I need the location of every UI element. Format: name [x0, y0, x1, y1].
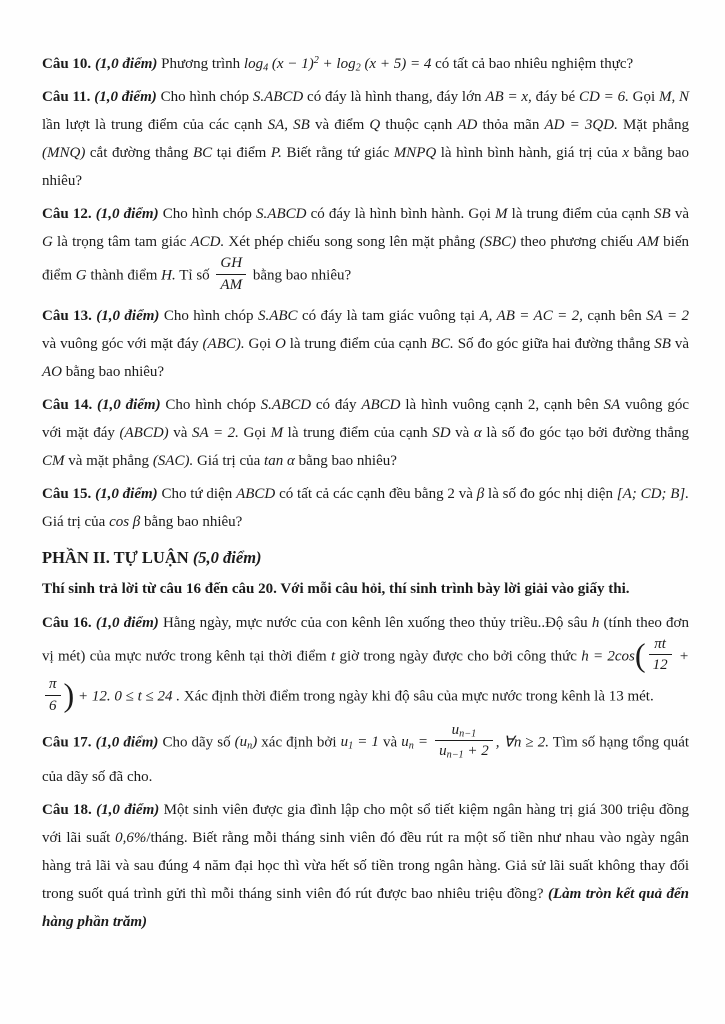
text-run: cạnh bên — [582, 307, 647, 324]
text-run: (tính theo đơn vị mét) của mực nước trong kênh tại thời điểm — [42, 614, 689, 665]
paragraph-cau-14 — [42, 391, 689, 475]
question-label: Câu 10. — [42, 56, 95, 72]
math-run: x — [622, 145, 630, 161]
text-run: Một sinh viên được gia đình lập cho một sổ tiết kiệm ngân hàng trị giá 300 triệu đồng với lãi suất — [42, 802, 689, 846]
math-run: h — [591, 614, 600, 631]
text-run: thỏa mãn — [477, 117, 545, 133]
text-run: Tỉ số — [175, 267, 214, 284]
question-label: Câu 11. — [42, 89, 95, 105]
text-run: Cho tứ diện — [161, 485, 237, 502]
text-run: Phương trình — [161, 56, 244, 72]
fraction-numerator: $u_{n-1}$ — [435, 721, 493, 742]
math-run: α — [473, 424, 482, 441]
text-run: Gọi — [238, 424, 271, 441]
math-run: MNPQ — [393, 145, 437, 161]
text-run: Xét phép chiếu song song lên mặt phẳng — [224, 234, 480, 250]
text-run: và điểm — [309, 117, 370, 133]
points-label: (1,0 điểm) — [96, 307, 164, 324]
math-run: BC. — [430, 335, 454, 352]
text-run: và — [168, 424, 192, 441]
text-run: vuông góc với mặt đáy — [42, 396, 689, 441]
math-run: ACD. — [190, 234, 225, 250]
math-run: h = 2cos — [581, 648, 635, 665]
text-run: biến điểm — [42, 234, 690, 284]
fraction-numerator: π — [45, 675, 61, 696]
question-label: Câu 13. — [42, 307, 97, 324]
math-run: M, N — [658, 89, 690, 105]
math-run: M — [495, 206, 508, 222]
math-run: β — [476, 485, 485, 502]
math-run: $u_n$ = — [401, 734, 433, 752]
exam-content — [42, 50, 689, 936]
text-run: bằng bao nhiêu? — [140, 513, 243, 530]
math-run: SB — [654, 206, 671, 222]
text-run: thành điểm — [86, 267, 162, 284]
math-run: S.ABC — [257, 307, 298, 324]
paragraph-cau-18 — [42, 796, 689, 936]
math-run: G — [75, 267, 87, 284]
text-run: Số đo góc giữa hai đường thẳng — [453, 335, 655, 352]
text-run: Biết rằng tứ giác — [281, 145, 394, 161]
fraction — [435, 721, 493, 762]
math-run: ABCD — [361, 396, 401, 413]
question-label: Câu 12. — [42, 206, 96, 222]
text-run: Cho hình chóp — [160, 89, 253, 105]
points-label: (1,0 điểm) — [95, 734, 163, 751]
math-run: SB — [654, 335, 671, 352]
fraction — [45, 675, 61, 716]
fraction-denominator: 12 — [652, 657, 668, 674]
text-run: thuộc cạnh — [380, 117, 458, 133]
math-run: SA, SB — [267, 117, 310, 133]
math-run: M — [270, 424, 284, 441]
math-run: CD = 6. — [579, 89, 629, 105]
math-run: + — [674, 648, 690, 665]
text-run: là hình vuông cạnh 2, cạnh bên — [400, 396, 604, 413]
text-run: là trung điểm của cạnh — [507, 206, 655, 222]
math-run: CM — [42, 452, 65, 469]
question-label: Câu 17. — [42, 734, 96, 751]
text-run: Cho dãy số — [162, 734, 235, 751]
math-run: ABCD — [236, 485, 276, 502]
paragraph-cau-12 — [42, 200, 689, 297]
math-run: SA — [603, 396, 621, 413]
text-run: lần lượt là trung điểm của các cạnh — [42, 117, 268, 133]
text-run: xác định bởi — [257, 734, 341, 751]
points-label: (Làm tròn kết quả đến hàng phần trăm) — [42, 886, 689, 930]
math-run: SD — [432, 424, 451, 441]
question-label: Câu 14. — [42, 396, 98, 413]
math-run: AB = x, — [485, 89, 532, 105]
math-run: (SBC) — [479, 234, 517, 250]
points-label: (1,0 điểm) — [94, 56, 162, 72]
text-run: Cho hình chóp — [165, 396, 261, 413]
math-run: $\log_4 (x - 1)^2 + \log_2 (x + 5) = 4$ — [243, 54, 432, 74]
text-run: là hình bình hành, giá trị của — [436, 145, 623, 161]
text-run: giờ trong ngày được cho bởi công thức — [335, 648, 582, 665]
text-run: và vuông góc với mặt đáy — [42, 335, 203, 352]
fraction-denominator: 6 — [49, 697, 57, 714]
text-run: bằng bao nhiêu? — [294, 452, 397, 469]
math-run: SA = 2 — [646, 307, 690, 324]
text-run: bằng bao nhiêu? — [249, 267, 352, 284]
math-run: $u_1 = 1$ — [340, 734, 379, 752]
fraction — [216, 254, 246, 295]
paragraph-cau-11 — [42, 83, 689, 195]
math-run: O — [274, 335, 286, 352]
math-run: AD = 3QD. — [544, 117, 618, 133]
math-run: + 12. 0 ≤ t ≤ 24 . — [74, 688, 181, 705]
text-run: là trung điểm của cạnh — [285, 335, 431, 352]
text-run: Tìm số hạng tổng quát của dãy số đã cho. — [42, 734, 690, 785]
text-run: là số đo góc tạo bởi đường thẳng — [481, 424, 690, 441]
math-run: SA = 2. — [191, 424, 239, 441]
math-run: Q — [369, 117, 381, 133]
paragraph-instruction-note — [42, 575, 689, 603]
text-run: có tất cả bao nhiêu nghiệm thực? — [431, 56, 634, 72]
math-run: (ABC). — [202, 335, 245, 352]
text-run: theo phương chiếu — [516, 234, 638, 250]
text-run: có tất cả các cạnh đều bằng 2 và — [275, 485, 477, 502]
paragraph-cau-16 — [42, 609, 689, 718]
paragraph-cau-10 — [42, 50, 689, 78]
text-run: Giá trị của — [193, 452, 265, 469]
text-run: và — [670, 206, 689, 222]
text-run: Gọi — [244, 335, 275, 352]
points-label: (1,0 điểm) — [94, 89, 161, 105]
text-run: có đáy là hình bình hành. Gọi — [306, 206, 496, 222]
math-run: (ABCD) — [119, 424, 169, 441]
paragraph-phan-ii-heading — [42, 544, 689, 572]
math-run: (SAC). — [152, 452, 194, 469]
text-run: Giá trị của — [42, 513, 110, 530]
math-run: G — [42, 234, 53, 250]
fraction-denominator: $u_{n-1} + 2$ — [439, 743, 489, 761]
question-label: Câu 16. — [42, 614, 96, 631]
points-label: (5,0 điểm) — [192, 547, 262, 567]
text-run: có đáy — [311, 396, 362, 413]
text-run: có đáy là hình thang, đáy lớn — [303, 89, 486, 105]
points-label: (1,0 điểm) — [95, 485, 162, 502]
text-run: và — [378, 734, 402, 751]
text-run: và — [450, 424, 474, 441]
math-run: S.ABCD — [256, 206, 307, 222]
parenthesis: ( — [634, 636, 646, 673]
paragraph-cau-13 — [42, 302, 689, 386]
text-run: và — [670, 335, 689, 352]
text-run: Cho hình chóp — [162, 206, 257, 222]
text-run: /tháng. Biết rằng mỗi tháng sinh viên đó đều rút ra một số tiền như nhau vào ngày ngân hàng trả lãi và sau đúng 4 năm đại học thì vừa hết số tiền trong ngân hàng. Giả sử lãi suất không thay đổi trong suốt quá trình gửi thì mỗi tháng sinh viên đó rút được bao nhiêu triệu đồng? — [42, 830, 689, 902]
math-run: P. — [270, 145, 282, 161]
text-run: Cho hình chóp — [163, 307, 258, 324]
math-run: H. — [161, 267, 176, 284]
points-label: (1,0 điểm) — [96, 802, 164, 818]
math-run: AO — [42, 363, 62, 380]
text-run: có đáy là tam giác vuông tại — [297, 307, 480, 324]
parenthesis: ) — [63, 677, 75, 714]
fraction-denominator: AM — [220, 276, 243, 293]
text-run: là số đo góc nhị diện — [484, 485, 617, 502]
points-label: (1,0 điểm) — [95, 206, 163, 222]
text-run: bằng bao nhiêu? — [42, 145, 689, 189]
text-run: đáy bé — [531, 89, 580, 105]
paragraph-cau-15 — [42, 480, 689, 536]
math-run: tan α — [264, 452, 295, 469]
points-label: (1,0 điểm) — [97, 396, 166, 413]
points-label: (1,0 điểm) — [95, 614, 163, 631]
math-run: A, AB = AC = 2, — [479, 307, 583, 324]
question-label: Câu 18. — [42, 802, 97, 818]
text-run: Gọi — [628, 89, 659, 105]
text-run: Mặt phẳng — [617, 117, 689, 133]
text-run: và mặt phẳng — [64, 452, 153, 469]
math-run: cos β — [109, 513, 141, 530]
fraction — [649, 635, 672, 676]
text-run: Xác định thời điểm trong ngày khi độ sâu của mực nước trong kênh là 13 mét. — [180, 688, 654, 705]
text-run: là trọng tâm tam giác — [52, 234, 191, 250]
fraction-numerator: GH — [216, 254, 246, 275]
paragraph-cau-17 — [42, 723, 689, 792]
question-label: PHẦN II. TỰ LUẬN — [42, 547, 193, 567]
math-run: S.ABCD — [252, 89, 304, 105]
math-run: t — [331, 648, 336, 665]
math-run: [A; CD; B]. — [616, 485, 690, 502]
text-run: là trung điểm của cạnh — [283, 424, 433, 441]
text-run: cắt đường thẳng — [85, 145, 193, 161]
fraction-numerator: πt — [649, 635, 672, 656]
text-run: tại điểm — [212, 145, 271, 161]
math-run: (MNQ) — [42, 145, 86, 161]
question-label: Thí sinh trả lời từ câu 16 đến câu 20. Với mỗi câu hỏi, thí sinh trình bày lời giải vào giấy thi. — [42, 580, 630, 597]
math-run: AM — [637, 234, 659, 250]
text-run: bằng bao nhiêu? — [62, 363, 165, 380]
math-run: 0,6% — [115, 830, 147, 846]
math-run: BC — [193, 145, 213, 161]
question-label: Câu 15. — [42, 485, 96, 502]
math-run: $(u_n)$ — [234, 734, 258, 752]
math-run: AD — [457, 117, 478, 133]
text-run: Hằng ngày, mực nước của con kênh lên xuống theo thủy triều..Độ sâu — [162, 614, 592, 631]
math-run: S.ABCD — [260, 396, 312, 413]
math-run: , ∀n ≥ 2. — [495, 734, 549, 751]
